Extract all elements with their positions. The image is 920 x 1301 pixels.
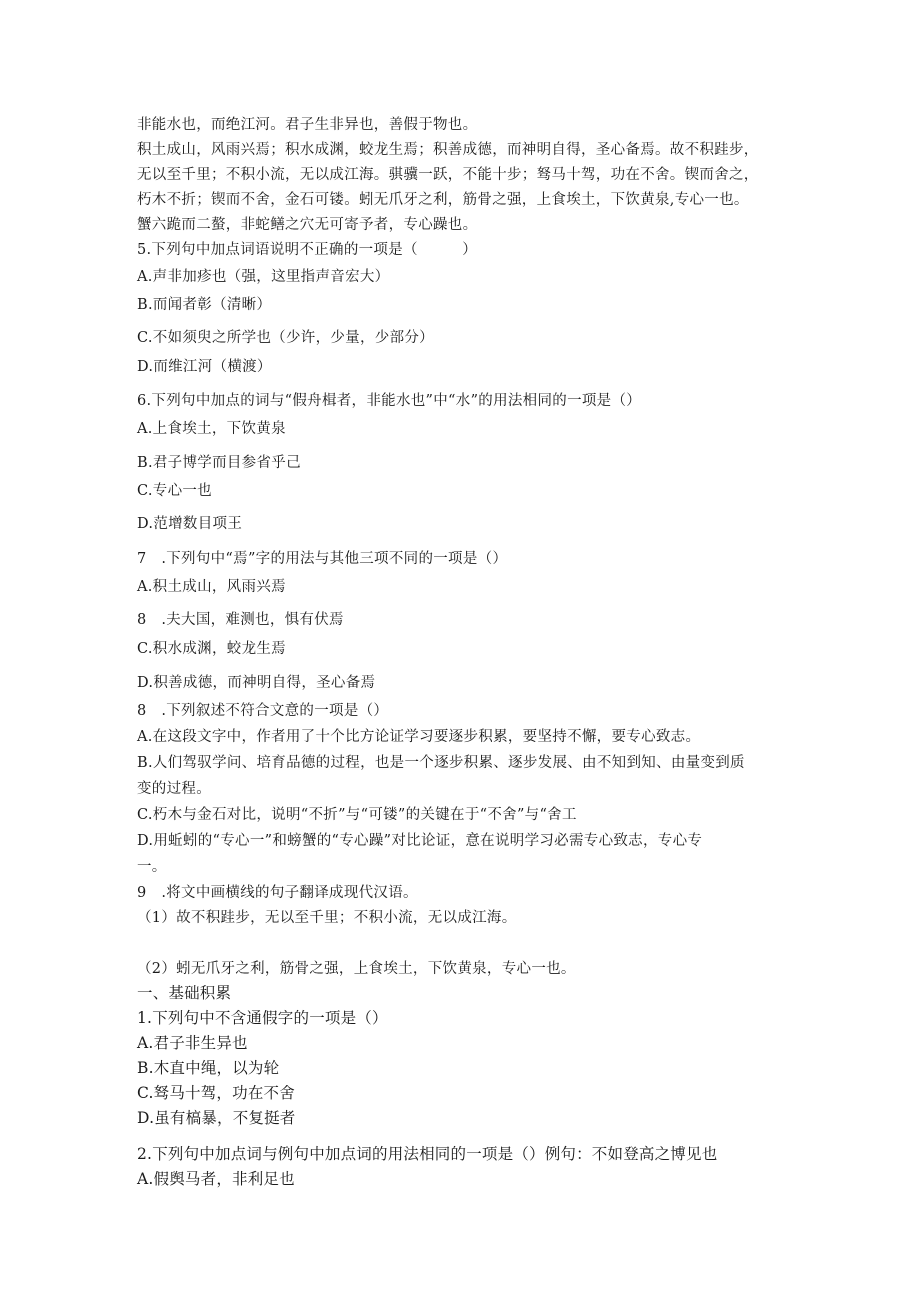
question-7-stem: 7 .下列句中“焉”字的用法与其他三项不同的一项是（） bbox=[137, 551, 508, 567]
section-heading: 一、基础积累 bbox=[137, 984, 232, 1002]
basic-question-1-option-d: D.虽有槁暴，不复挺者 bbox=[137, 1109, 296, 1127]
question-5-option-b: B.而闻者彰（清晰） bbox=[137, 297, 272, 313]
basic-question-2-stem: 2.下列句中加点词与例句中加点词的用法相同的一项是（）例句：不如登高之博见也 bbox=[137, 1145, 718, 1163]
question-8-option-d: D.用蚯蚓的“专心一”和螃蟹的“专心躁”对比论证，意在说明学习必需专心致志，专心专 bbox=[137, 833, 703, 849]
basic-question-1-stem: 1.下列句中不含通假字的一项是（） bbox=[137, 1009, 388, 1027]
question-8-option-a: A.在这段文字中，作者用了十个比方论证学习要逐步积累，要坚持不懈，要专心致志。 bbox=[137, 729, 701, 745]
question-9-stem: 9 .将文中画横线的句子翻译成现代汉语。 bbox=[137, 885, 418, 901]
question-6-option-d: D.范增数目项王 bbox=[137, 516, 243, 532]
question-7-option-d: D.积善成德，而神明自得，圣心备焉 bbox=[137, 675, 376, 691]
basic-question-1-option-b: B.木直中绳，以为轮 bbox=[137, 1059, 280, 1077]
question-6-stem: 6.下列句中加点的词与“假舟楫者，非能水也”中“水”的用法相同的一项是（） bbox=[137, 393, 642, 409]
question-6-option-b: B.君子博学而目参省乎己 bbox=[137, 455, 301, 471]
question-8-option-b-cont: 变的过程。 bbox=[137, 781, 211, 797]
basic-question-1-option-a: A.君子非生异也 bbox=[137, 1034, 248, 1052]
question-7-option-a: A.积土成山，风雨兴焉 bbox=[137, 579, 286, 595]
question-5-option-c: C.不如须臾之所学也（少许，少量，少部分） bbox=[137, 330, 434, 346]
passage-line-2: 积土成山，风雨兴焉；积水成渊，蛟龙生焉；积善成德，而神明自得，圣心备焉。故不积跬步， bbox=[137, 142, 759, 158]
question-6-option-a: A.上食埃土，下饮黄泉 bbox=[137, 421, 286, 437]
question-8-option-c: C.朽木与金石对比，说明“不折”与“可镂”的关键在于“不舍”与“舍工 bbox=[137, 807, 577, 823]
passage-line-3: 无以至千里；不积小流，无以成江海。骐骥一跃，不能十步；驽马十驾，功在不舍。锲而舍之， bbox=[137, 167, 759, 183]
question-9-part-2: （2）蚓无爪牙之利，筋骨之强，上食埃土，下饮黄泉，专心一也。 bbox=[137, 961, 576, 977]
question-6-option-c: C.专心一也 bbox=[137, 483, 212, 499]
question-9-part-1: （1）故不积跬步，无以至千里；不积小流，无以成江海。 bbox=[137, 910, 517, 926]
passage-line-1: 非能水也，而绝江河。君子生非异也，善假于物也。 bbox=[137, 117, 478, 133]
passage-line-5: 蟹六跪而二螯，非蛇鳝之穴无可寄予者，专心躁也。 bbox=[137, 217, 478, 233]
passage-line-4: 朽木不折；锲而不舍，金石可镂。蚓无爪牙之利，筋骨之强，上食埃土，下饮黄泉,专心一也。 bbox=[137, 192, 749, 208]
question-5-option-d: D.而维江河（横渡） bbox=[137, 359, 272, 375]
question-8-option-d-cont: 一。 bbox=[137, 859, 167, 875]
basic-question-1-option-c: C.驽马十驾，功在不舍 bbox=[137, 1084, 295, 1102]
question-8-stem: 8 .下列叙述不符合文意的一项是（） bbox=[137, 703, 389, 719]
basic-question-2-option-a: A.假舆马者，非利足也 bbox=[137, 1170, 295, 1188]
question-8-option-b: B.人们驾驭学问、培育品德的过程，也是一个逐步积累、逐步发展、由不知到知、由量变到质 bbox=[137, 755, 745, 771]
question-5-stem: 5.下列句中加点词语说明不正确的一项是（ ） bbox=[137, 242, 478, 258]
question-7-option-c: C.积水成渊，蛟龙生焉 bbox=[137, 641, 286, 657]
question-7-option-b: 8 .夫大国，难测也，惧有伏焉 bbox=[137, 612, 344, 628]
question-5-option-a: A.声非加疹也（强，这里指声音宏大） bbox=[137, 269, 390, 285]
